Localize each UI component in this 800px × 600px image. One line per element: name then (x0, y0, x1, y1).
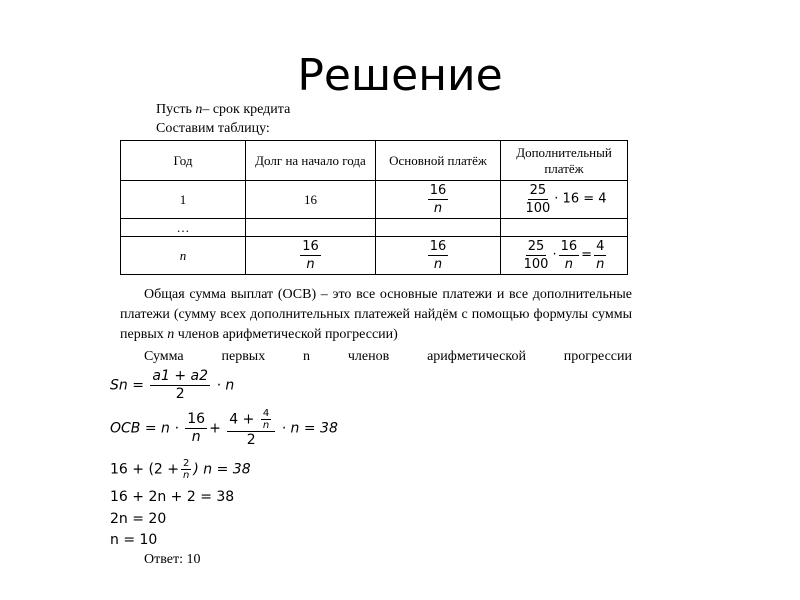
table-header-row (121, 141, 628, 181)
cell-main (376, 237, 501, 275)
formula-eq4: 16 + 2n + 2 = 38 (110, 489, 235, 505)
fraction: 4 + $\frac{4}{n}$ 2 (227, 408, 275, 449)
fraction: $\frac{4}{n}$ (596, 239, 605, 272)
fraction: $\frac{16}{n}$ (429, 239, 447, 272)
fraction: $\frac{16}{n}$ (302, 239, 319, 272)
slide-title: Решение (297, 50, 503, 101)
cell-additional: $\frac{25}{100}$ · 16 = 4 (501, 181, 628, 219)
formula-sn: Sn = $\frac{a1 + a2}{2}$ · n (110, 368, 235, 402)
credit-table (120, 140, 628, 275)
cell-debt (246, 237, 376, 275)
intro-suffix: – срок кредита (202, 102, 291, 117)
fraction: $\frac{16}{n}$ (429, 183, 447, 216)
cell-debt: 16 (246, 181, 376, 219)
header-additional-payment: Дополнительный платёж (501, 141, 628, 181)
fraction: $\frac{a1 + a2}{2}$ (152, 368, 209, 402)
answer: Ответ: 10 (144, 552, 201, 567)
header-year: Год (121, 141, 246, 181)
cell-year: 1 (121, 181, 246, 219)
fraction: $\frac{16}{n}$ (560, 239, 578, 272)
cell-year: … (121, 219, 246, 237)
cell-year: n (121, 237, 246, 275)
intro-line-2: Составим таблицу: (156, 121, 270, 136)
formula-eq3: 16 + (2 + $\frac{2}{n}$ ) n = 38 (110, 458, 251, 481)
intro-prefix: Пусть (156, 102, 196, 117)
fraction: $\frac{16}{n}$ (187, 411, 206, 445)
formula-eq5: 2n = 20 (110, 511, 167, 527)
paragraph-sum: Сумма первых n членов арифметической прогрессии (144, 349, 632, 364)
paragraph-osv: Общая сумма выплат (ОСВ) – это все основные платежи и все дополнительные платежи (сумму всех дополнительных платежей найдём с помощью формулы суммы первых n членов арифметической прогрессии) (120, 287, 632, 342)
cell-additional: $\frac{25}{100}$ · $\frac{16}{n}$ = $\frac{4}{n}$ (501, 237, 628, 275)
intro-line-1 (156, 101, 290, 119)
cell-main (376, 181, 501, 219)
formula-eq6: n = 10 (110, 532, 158, 548)
fraction: $\frac{2}{n}$ (183, 458, 190, 481)
formula-osv: ОСВ = n · $\frac{16}{n}$ + 4 + $\frac{4}{n}$ 2 · n = 38 (110, 408, 338, 448)
table-row (121, 237, 628, 275)
table-row (121, 219, 628, 237)
fraction: $\frac{25}{100}$ (525, 183, 551, 216)
fraction: $\frac{25}{100}$ (523, 239, 549, 272)
header-debt: Долг на начало года (246, 141, 376, 181)
header-main-payment: Основной платёж (376, 141, 501, 181)
intro-variable: n (195, 102, 203, 117)
table-row (121, 181, 628, 219)
